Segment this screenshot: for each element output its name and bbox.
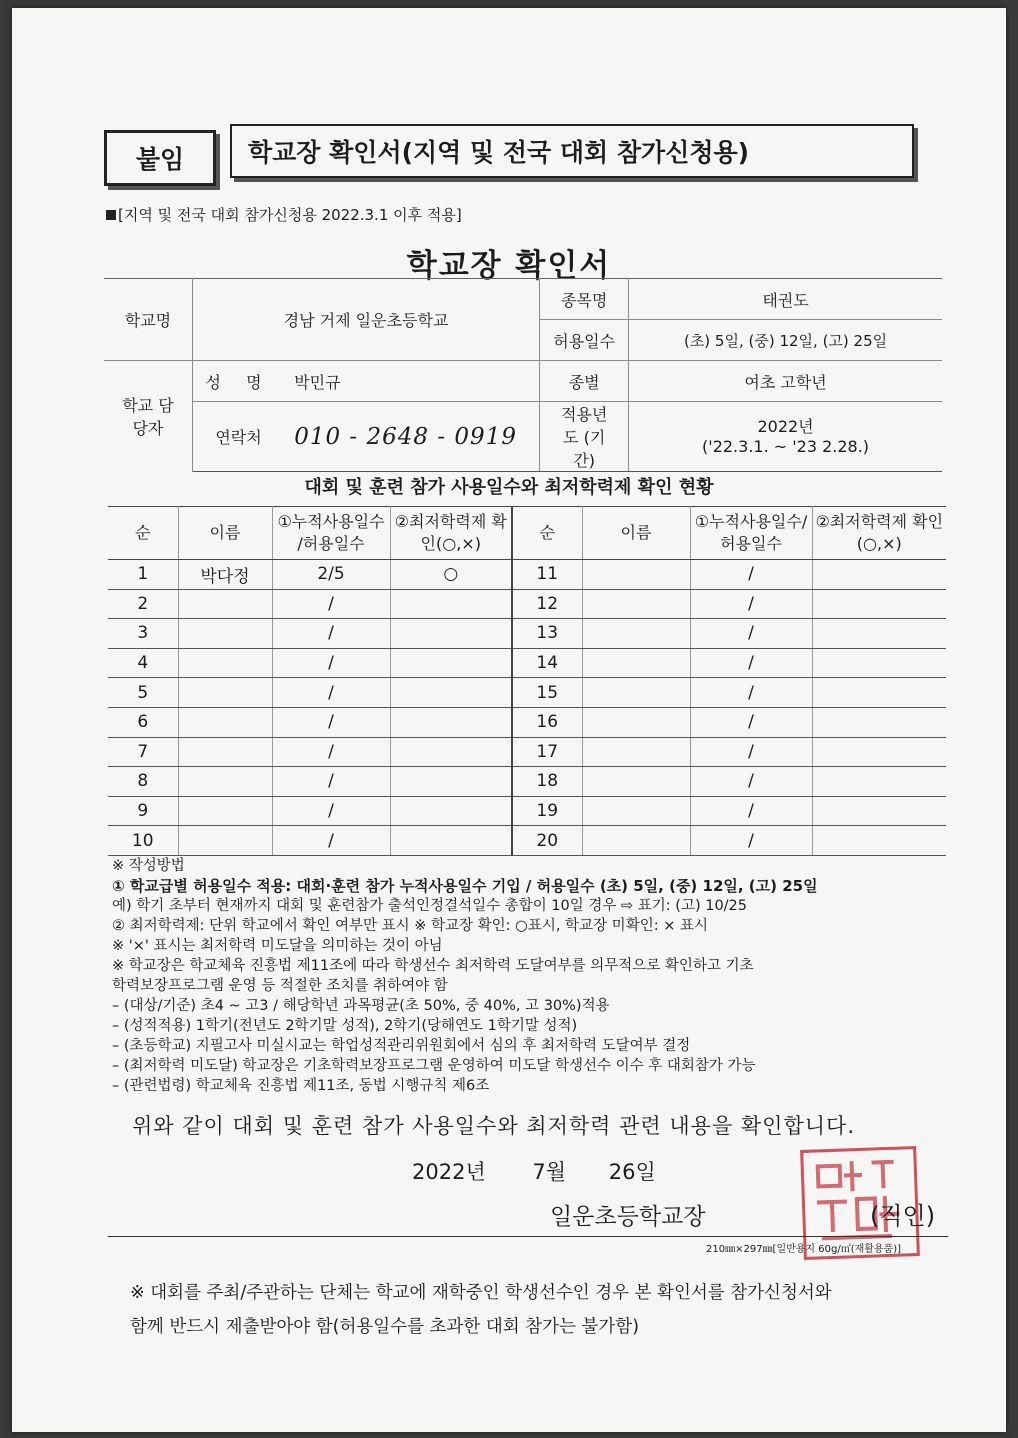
cell-name xyxy=(178,648,272,678)
cell-no: 4 xyxy=(108,648,178,678)
section-title: 대회 및 훈련 참가 사용일수와 최저학력제 확인 현황 xyxy=(304,477,714,498)
date-month: 7월 xyxy=(532,1160,567,1184)
contact-label: 연락처 xyxy=(192,402,284,472)
divider xyxy=(108,1236,948,1237)
sport-label: 종목명 xyxy=(540,279,629,320)
cell-check xyxy=(812,767,946,797)
cell-check xyxy=(812,678,946,708)
table-row xyxy=(108,796,946,826)
seal-mark: (직인) xyxy=(870,1202,936,1230)
cell-no: 19 xyxy=(512,796,582,826)
table-row xyxy=(108,560,946,590)
note-line: ※ 학교장은 학교체육 진흥법 제11조에 따라 학생선수 최저학력 도달여부를 의무적으로 확인하고 기초 xyxy=(112,958,754,974)
table-row xyxy=(108,589,946,619)
cell-name xyxy=(178,826,272,856)
year-range: ('22.3.1. ~ '23 2.28.) xyxy=(702,436,870,456)
cell-check xyxy=(390,648,512,678)
school-label: 학교명 xyxy=(104,279,192,361)
cell-name xyxy=(582,707,690,737)
col-header: ②최저학력제 확인(○,×) xyxy=(812,507,946,560)
table-row xyxy=(108,767,946,797)
cell-no: 15 xyxy=(512,678,582,708)
cell-days: / xyxy=(272,707,390,737)
col-header: ②최저학력제 확인(○,×) xyxy=(390,507,512,560)
note-line: 예) 학기 초부터 현재까지 대회 및 훈련참가 출석인정결석일수 총합이 10일 경우 ⇨ 표기: (고) 10/25 xyxy=(112,898,748,914)
cell-check: ○ xyxy=(390,560,512,590)
cell-days: / xyxy=(690,560,812,590)
header-title: 학교장 확인서(지역 및 전국 대회 참가신청용) xyxy=(230,124,914,178)
document-title: 학교장 확인서 xyxy=(406,248,612,284)
footer-note xyxy=(130,1276,832,1344)
attachment-label: 붙임 xyxy=(104,130,216,186)
cell-no: 9 xyxy=(108,796,178,826)
cell-days: / xyxy=(690,678,812,708)
year-label: 적용년도 (기간) xyxy=(540,402,629,472)
name-label: 성 명 xyxy=(192,361,284,402)
cell-name xyxy=(178,707,272,737)
cell-name xyxy=(582,826,690,856)
cell-days: / xyxy=(690,707,812,737)
cell-check xyxy=(390,678,512,708)
note-line: – (관련법령) 학교체육 진흥법 제11조, 동법 시행규칙 제6조 xyxy=(112,1078,490,1094)
cell-days: / xyxy=(272,678,390,708)
cell-no: 17 xyxy=(512,737,582,767)
confirm-text: 위와 같이 대회 및 훈련 참가 사용일수와 최저학력 관련 내용을 확인합니다. xyxy=(132,1114,856,1138)
cell-no: 20 xyxy=(512,826,582,856)
col-header: ①누적사용일수/ 허용일수 xyxy=(690,507,812,560)
cell-name xyxy=(178,619,272,649)
table-row xyxy=(108,619,946,649)
cell-no: 3 xyxy=(108,619,178,649)
signer: 일운초등학교장 xyxy=(550,1204,706,1230)
cell-name xyxy=(582,619,690,649)
cell-days: / xyxy=(272,737,390,767)
cell-check xyxy=(812,737,946,767)
col-header: 이름 xyxy=(178,507,272,560)
note-line: 학력보장프로그램 운영 등 적절한 조치를 취하여야 함 xyxy=(112,978,448,994)
cell-days: / xyxy=(690,589,812,619)
year-value: 2022년 xyxy=(757,416,814,436)
date-year: 2022년 xyxy=(412,1160,486,1184)
note-line: ① 학교급별 허용일수 적용: 대회·훈련 참가 누적사용일수 기입 / 허용일수 (초) 5일, (중) 12일, (고) 25일 xyxy=(112,877,818,895)
cell-no: 11 xyxy=(512,560,582,590)
cell-days: / xyxy=(690,619,812,649)
cell-check xyxy=(812,826,946,856)
cell-days: / xyxy=(690,767,812,797)
sport-value: 태권도 xyxy=(629,279,942,320)
cell-no: 14 xyxy=(512,648,582,678)
cell-check xyxy=(812,796,946,826)
cell-days: / xyxy=(690,826,812,856)
cell-name xyxy=(178,796,272,826)
cell-days: / xyxy=(690,796,812,826)
cell-check xyxy=(390,826,512,856)
attendance-table xyxy=(108,506,946,856)
school-value: 경남 거제 일운초등학교 xyxy=(192,279,539,361)
document-page xyxy=(12,8,1006,1432)
note-line: – (성적적용) 1학기(전년도 2학기말 성적), 2학기(당해연도 1학기말 성적) xyxy=(112,1018,578,1034)
table-row xyxy=(108,737,946,767)
table-row xyxy=(108,826,946,856)
date-line xyxy=(412,1156,656,1186)
col-header: 순 xyxy=(108,507,178,560)
note-line: ※ 작성방법 xyxy=(112,858,185,874)
allow-label: 허용일수 xyxy=(540,320,629,361)
date-day: 26일 xyxy=(608,1160,656,1184)
cell-days: / xyxy=(272,648,390,678)
cell-no: 6 xyxy=(108,707,178,737)
cell-name xyxy=(582,767,690,797)
cell-name xyxy=(582,560,690,590)
cell-name: 박다정 xyxy=(178,560,272,590)
cell-no: 7 xyxy=(108,737,178,767)
cell-check xyxy=(390,767,512,797)
cell-no: 2 xyxy=(108,589,178,619)
cell-days: / xyxy=(272,796,390,826)
col-header: 이름 xyxy=(582,507,690,560)
footer-line: 함께 반드시 제출받아야 함(허용일수를 초과한 대회 참가는 불가함) xyxy=(130,1317,640,1337)
table-row xyxy=(108,707,946,737)
cell-days: / xyxy=(272,767,390,797)
note-line: ※ '×' 표시는 최저학력 미도달을 의미하는 것이 아님 xyxy=(112,938,443,954)
cell-name xyxy=(582,589,690,619)
cell-check xyxy=(390,796,512,826)
note-line: – (최저학력 미도달) 학교장은 기초학력보장프로그램 운영하여 미도달 학생선수 이수 후 대회참가 가능 xyxy=(112,1058,756,1074)
cell-check xyxy=(812,560,946,590)
paper-spec: 210㎜×297㎜[일반용지 60g/㎡(재활용품)] xyxy=(706,1244,902,1255)
cell-check xyxy=(390,737,512,767)
cell-no: 16 xyxy=(512,707,582,737)
cell-name xyxy=(178,678,272,708)
cell-check xyxy=(812,619,946,649)
cell-check xyxy=(812,648,946,678)
cell-name xyxy=(178,737,272,767)
table-row xyxy=(108,648,946,678)
allow-value: (초) 5일, (중) 12일, (고) 25일 xyxy=(629,320,942,361)
cell-days: / xyxy=(690,648,812,678)
cell-name xyxy=(582,737,690,767)
gender-value: 여초 고학년 xyxy=(629,361,942,402)
staff-label: 학교 담당자 xyxy=(104,361,192,472)
cell-name xyxy=(178,767,272,797)
contact-value: 010 - 2648 - 0919 xyxy=(284,402,540,472)
name-value: 박민규 xyxy=(284,361,540,402)
col-header: ①누적사용일수 /허용일수 xyxy=(272,507,390,560)
note-line: ② 최저학력제: 단위 학교에서 확인 여부만 표시 ※ 학교장 확인: ○표시, 학교장 미확인: × 표시 xyxy=(112,918,708,934)
cell-name xyxy=(582,648,690,678)
info-table xyxy=(104,278,942,472)
cell-no: 1 xyxy=(108,560,178,590)
cell-days: / xyxy=(272,619,390,649)
scope-note: [지역 및 전국 대회 참가신청용 2022.3.1 이후 적용] xyxy=(106,204,462,225)
col-header: 순 xyxy=(512,507,582,560)
cell-check xyxy=(812,707,946,737)
cell-check xyxy=(390,707,512,737)
note-line: – (초등학교) 지필고사 미실시교는 학업성적관리위원회에서 심의 후 최저학력 도달여부 결정 xyxy=(112,1038,691,1054)
footer-line: ※ 대회를 주최/주관하는 단체는 학교에 재학중인 학생선수인 경우 본 확인서를 참가신청서와 xyxy=(130,1283,832,1303)
notes xyxy=(112,856,952,1096)
cell-name xyxy=(582,796,690,826)
cell-check xyxy=(812,589,946,619)
cell-no: 5 xyxy=(108,678,178,708)
cell-check xyxy=(390,619,512,649)
cell-no: 18 xyxy=(512,767,582,797)
cell-days: / xyxy=(690,737,812,767)
cell-days: 2/5 xyxy=(272,560,390,590)
cell-check xyxy=(390,589,512,619)
cell-name xyxy=(582,678,690,708)
note-line: – (대상/기준) 초4 ~ 고3 / 해당학년 과목평균(초 50%, 중 40%, 고 30%)적용 xyxy=(112,998,610,1014)
cell-days: / xyxy=(272,589,390,619)
table-row xyxy=(108,678,946,708)
gender-label: 종별 xyxy=(540,361,629,402)
cell-no: 13 xyxy=(512,619,582,649)
cell-no: 12 xyxy=(512,589,582,619)
cell-no: 10 xyxy=(108,826,178,856)
cell-days: / xyxy=(272,826,390,856)
cell-name xyxy=(178,589,272,619)
cell-no: 8 xyxy=(108,767,178,797)
